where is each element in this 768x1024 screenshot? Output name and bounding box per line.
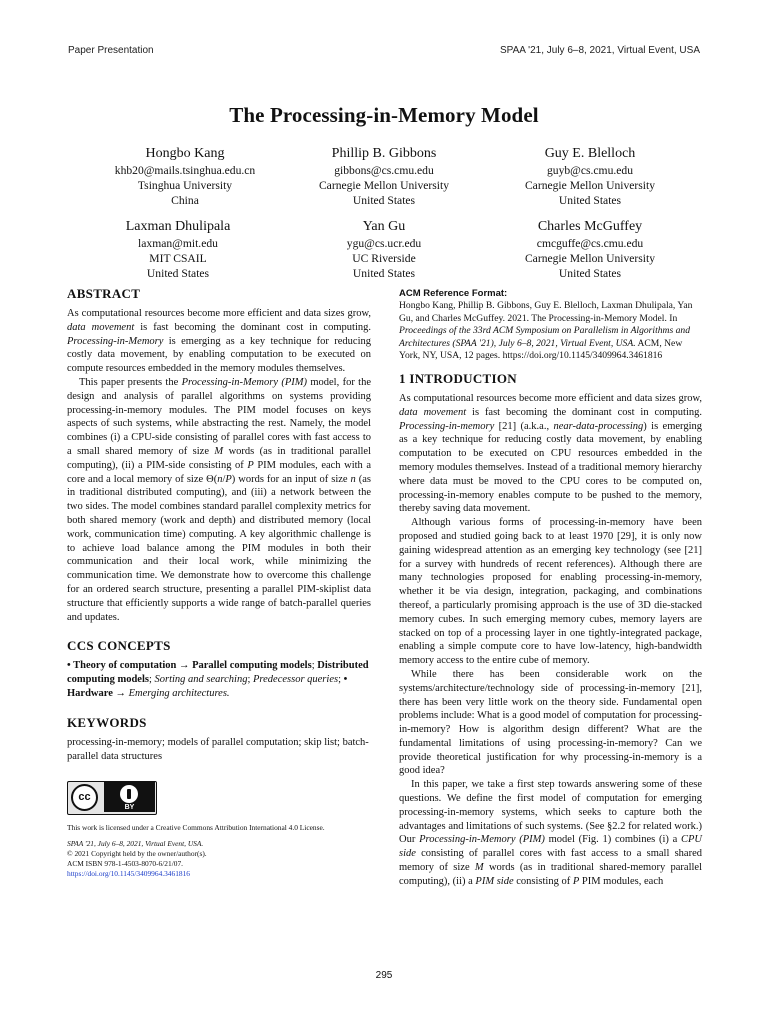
author-block bbox=[264, 145, 504, 208]
license-statement: This work is licensed under a Creative Commons Attribution International 4.0 License. bbox=[67, 823, 325, 833]
introduction-heading: 1 INTRODUCTION bbox=[399, 370, 517, 386]
author-block bbox=[470, 145, 710, 208]
license-copyright: © 2021 Copyright held by the owner/author(s). bbox=[67, 849, 207, 859]
acm-reference-body: Hongbo Kang, Phillip B. Gibbons, Guy E. Blelloch, Laxman Dhulipala, Yan Gu, and Charles McGuffey. 2021. The Processing-in-Memory Model. In Proceedings of the 33rd ACM Symposium on Parallelism in Algorithms and Architectures (SPAA '21), July 6–8, 2021, Virtual Event, USA. ACM, New York, NY, USA, 12 pages. https://doi.org/10.1145/3409964.3461816 bbox=[399, 300, 693, 362]
author-block bbox=[264, 218, 504, 281]
license-venue: SPAA '21, July 6–8, 2021, Virtual Event, USA. bbox=[67, 839, 204, 849]
ccs-heading: CCS CONCEPTS bbox=[67, 638, 171, 654]
author-block bbox=[58, 218, 298, 281]
author-country: United States bbox=[146, 267, 210, 280]
running-header-right: SPAA '21, July 6–8, 2021, Virtual Event, USA bbox=[500, 45, 700, 56]
author-name: Guy E. Blelloch bbox=[544, 146, 636, 161]
author-country: United States bbox=[558, 194, 622, 207]
author-name: Laxman Dhulipala bbox=[125, 219, 231, 234]
author-email[interactable]: khb20@mails.tsinghua.edu.cn bbox=[114, 164, 256, 177]
author-country: United States bbox=[558, 267, 622, 280]
page-number: 295 bbox=[375, 970, 393, 981]
license-details bbox=[67, 839, 371, 879]
author-name: Charles McGuffey bbox=[537, 219, 643, 234]
keywords-heading: KEYWORDS bbox=[67, 714, 147, 730]
author-email[interactable]: gibbons@cs.cmu.edu bbox=[334, 164, 434, 177]
acm-reference-heading: ACM Reference Format: bbox=[399, 288, 508, 299]
author-name: Yan Gu bbox=[362, 219, 406, 234]
intro-paragraph: While there has been considerable work on the systems/architecture/technology side of processing-in-memory [21], there has been very little work on the theory side. Fundamental open problems include: What is a good model of computation for processing-in-memory? How is algorithm design different? What are the fundamental limitations of using processing-in-memory? Can we provide theoretical justification for why processing-in-memory is a good idea? bbox=[399, 668, 702, 777]
author-block bbox=[470, 218, 710, 281]
intro-paragraph: In this paper, we take a first step towards answering some of these questions. We define the first model of computation for emerging processing-in-memory systems, which seeks to capture both the advantages and limitations of such systems. (See §2.2 for related work.) Our Processing-in-Memory (PIM) model (Fig. 1) combines (i) a CPU side consisting of parallel cores with fast access to a small shared memory of size M words (as in traditional shared-memory parallel computing), (ii) a PIM side consisting of P PIM modules, each bbox=[399, 779, 702, 887]
license-block bbox=[67, 781, 371, 879]
author-country: United States bbox=[352, 194, 416, 207]
ccs-concepts: • Theory of computation → Parallel computing models; Distributed computing models; Sorting and searching; Predecessor queries; • Hardware → Emerging architectures. bbox=[67, 660, 369, 699]
intro-paragraph: As computational resources become more efficient and data sizes grow, data movement is fast becoming the dominant cost in computing. Processing-in-memory [21] (a.k.a., near-data-processing) is emerging as a key technique for reducing costly data movement, by enabling computation to be executed on CPU resources embedded in the memory modules themselves. Instead of a traditional memory hierarchy where data must be moved to the CPU cores to be computed on, processing-in-memory enables compute to be pushed to the memory, thereby saving data movement. bbox=[399, 392, 702, 515]
abstract-paragraph: As computational resources become more efficient and data sizes grow, data movement is fast becoming the dominant cost in computing. Processing-in-Memory is emerging as a key technique for reducing costly data movement, by enabling computation to be executed on compute resources embedded in the memory modules themselves. bbox=[67, 308, 371, 375]
author-affiliation: Carnegie Mellon University bbox=[318, 179, 450, 192]
intro-paragraph: Although various forms of processing-in-memory have been proposed and studied going back to at least 1970 [29], it is only now gaining widespread attention as an emerging key technology (see [21] for a survey with hundreds of recent references). Although there are many technologies proposed for enabling processing-in-memory, whether it be via design, integration, packaging, and combinations thereof, a particularly promising approach is the use of 3D die-stacked memory cubes. In such emerging memory cubes, memory layers are stacked on top of a processing layer in one tightly-integrated package, enabling a simple compute core to have low-latency, high-bandwidth memory access to the entire cube of memory. bbox=[399, 517, 702, 667]
abstract-heading: ABSTRACT bbox=[67, 286, 141, 301]
abstract-paragraph: This paper presents the Processing-in-Memory (PIM) model, for the design and analysis of parallel algorithms on systems providing processing-in-memory modules. The PIM model focuses on keys aspects of such systems, while abstracting the rest. Namely, the model combines (i) a CPU-side consisting of parallel cores with fast access to a small shared memory of size M words (as in traditional parallel computing), (ii) a PIM-side consisting of P PIM modules, each with a core and a local memory of size Θ(n/P) words for an input of size n (as in traditional distributed computing), and (iii) a network between the two sides. The model combines standard parallel complexity metrics for both shared memory (work and depth) and distributed memory (local work, communication time) computing. A key algorithmic challenge is to achieve load balance among the PIM modules in both their communication and their local work, while minimizing the communication time. We demonstrate how to overcome this challenge for an ordered search structure, presenting a parallel PIM-skiplist data structure that efficiently supports a wide range of batch-parallel queries and updates. bbox=[67, 376, 372, 623]
author-email[interactable]: guyb@cs.cmu.edu bbox=[546, 164, 634, 177]
left-column bbox=[67, 286, 371, 879]
running-header-left: Paper Presentation bbox=[68, 45, 154, 56]
author-affiliation: Tsinghua University bbox=[137, 179, 233, 192]
license-isbn: ACM ISBN 978-1-4503-8070-6/21/07. bbox=[67, 859, 183, 869]
right-column bbox=[399, 288, 702, 889]
by-label: BY bbox=[124, 804, 135, 812]
cc-by-badge[interactable] bbox=[67, 781, 157, 815]
author-name: Hongbo Kang bbox=[145, 146, 225, 161]
author-email[interactable]: cmcguffe@cs.cmu.edu bbox=[536, 237, 644, 250]
keywords-text: processing-in-memory; models of parallel computation; skip list; batch-parallel data structures bbox=[67, 736, 369, 762]
author-email[interactable]: ygu@cs.ucr.edu bbox=[346, 237, 422, 250]
doi-link[interactable]: https://doi.org/10.1145/3409964.3461816 bbox=[67, 869, 190, 879]
author-affiliation: Carnegie Mellon University bbox=[524, 179, 656, 192]
author-country: China bbox=[171, 194, 199, 207]
author-affiliation: UC Riverside bbox=[352, 252, 416, 265]
paper-title: The Processing-in-Memory Model bbox=[229, 103, 539, 127]
author-country: United States bbox=[352, 267, 416, 280]
author-affiliation: MIT CSAIL bbox=[149, 252, 207, 265]
author-name: Phillip B. Gibbons bbox=[331, 146, 437, 161]
author-affiliation: Carnegie Mellon University bbox=[524, 252, 656, 265]
author-email[interactable]: laxman@mit.edu bbox=[138, 237, 218, 250]
cc-icon: cc bbox=[71, 784, 98, 811]
